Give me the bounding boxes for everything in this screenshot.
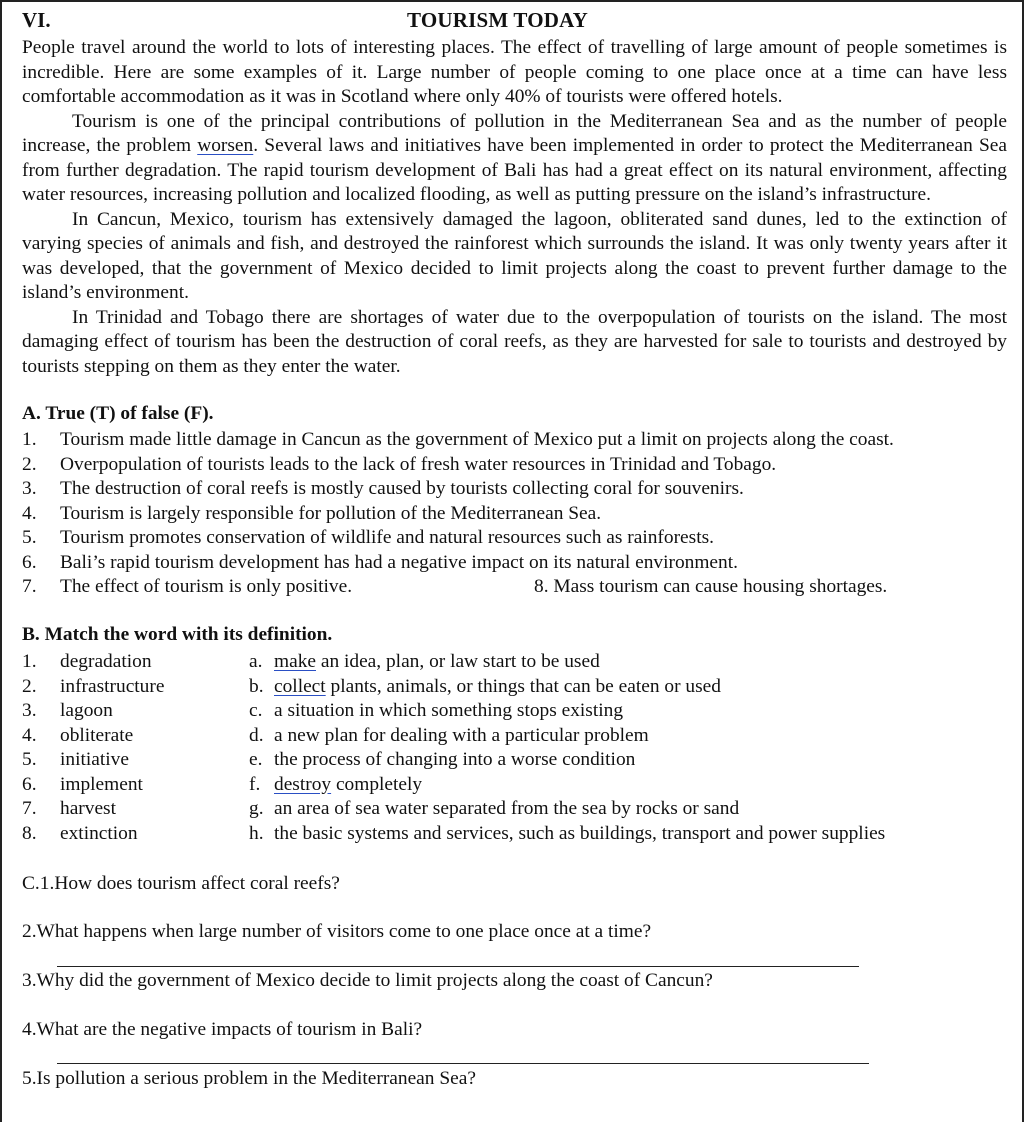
definition-item — [249, 675, 885, 700]
vocab-word — [22, 773, 242, 798]
vocab-word — [22, 797, 242, 822]
section-a-title: A. True (T) of false (F). — [22, 403, 214, 424]
question-3: 3.Why did the government of Mexico decide to limit projects along the coast of Cancun? — [22, 970, 713, 991]
passage-paragraph-2-start: Tourism is one of the principal contributions of pollution in the Mediterranean Sea and as the number of people increase, the problem — [22, 110, 1007, 156]
definition-item — [249, 650, 885, 675]
statement-number: 3. — [22, 478, 37, 499]
question-1: C.1.How does tourism affect coral reefs? — [22, 873, 340, 894]
word-text: extinction — [60, 822, 138, 844]
definition-item — [249, 748, 885, 773]
statement-text: The destruction of coral reefs is mostly caused by tourists collecting coral for souvenirs. — [60, 478, 744, 499]
definition-text: a new plan for dealing with a particular problem — [274, 724, 649, 746]
statement-number: 6. — [22, 551, 37, 573]
section-number: VI. — [22, 8, 51, 32]
statement-item — [22, 428, 1007, 453]
answer-line[interactable] — [57, 1063, 869, 1064]
statement-text: The effect of tourism is only positive. — [60, 576, 353, 597]
statement-text: Tourism made little damage in Cancun as the government of Mexico put a limit on projects along the coast. — [60, 429, 894, 450]
underlined-word-worsen: worsen — [197, 135, 254, 156]
statement-number: 4. — [22, 502, 37, 524]
statement-item — [22, 526, 1007, 551]
definition-text: the basic systems and services, such as buildings, transport and power supplies — [274, 822, 886, 844]
definition-text: an idea, plan, or law start to be used — [316, 651, 600, 672]
word-text: degradation — [60, 651, 152, 672]
question-5: 5.Is pollution a serious problem in the Mediterranean Sea? — [22, 1068, 476, 1089]
statement-text: Tourism promotes conservation of wildlife and natural resources such as rainforests. — [60, 527, 714, 548]
word-text: obliterate — [60, 724, 134, 746]
definition-letter: b. — [249, 675, 264, 697]
definition-text: completely — [331, 773, 423, 795]
word-number: 7. — [22, 798, 37, 819]
word-number: 4. — [22, 724, 37, 746]
statement-number: 7. — [22, 576, 37, 597]
word-number: 1. — [22, 651, 37, 672]
definition-item — [249, 699, 885, 724]
definition-item — [249, 797, 885, 822]
vocab-word — [22, 675, 242, 700]
definition-letter: e. — [249, 749, 263, 770]
definition-text: the process of changing into a worse condition — [274, 749, 636, 770]
statement-item — [22, 551, 1007, 576]
definition-text: an area of sea water separated from the sea by rocks or sand — [274, 798, 740, 819]
statement-text: Tourism is largely responsible for pollution of the Mediterranean Sea. — [60, 502, 602, 524]
statement-number: 1. — [22, 429, 37, 450]
definition-letter: h. — [249, 822, 264, 844]
underlined-keyword: destroy — [274, 773, 332, 795]
word-text: initiative — [60, 749, 129, 770]
true-false-list — [22, 428, 1007, 600]
underlined-keyword: collect — [274, 675, 326, 697]
word-number: 5. — [22, 749, 37, 770]
vocab-word — [22, 650, 242, 675]
question-2: 2.What happens when large number of visitors come to one place once at a time? — [22, 921, 652, 942]
reading-passage — [22, 36, 1007, 379]
passage-paragraph-2-end: . Several laws and initiatives have been implemented in order to protect the Mediterranean Sea from further degradation. The rapid tourism development of Bali has had a great effect on its natural environment, affecting water resources, increasing pollution and localized flooding, as well as putting pressure on the island’s infrastructure. — [22, 135, 1007, 205]
vocab-word — [22, 822, 242, 847]
passage-paragraph-1: People travel around the world to lots of interesting places. The effect of travelling of large amount of people sometimes is incredible. Here are some examples of it. Large number of people coming to one place once at a time can have less comfortable accommodation as it was in Scotland where only 40% of tourists were offered hotels. — [22, 37, 1007, 107]
definition-text: plants, animals, or things that can be eaten or used — [325, 675, 721, 697]
answer-line[interactable] — [57, 966, 859, 967]
word-number: 3. — [22, 700, 37, 721]
statement-text: Bali’s rapid tourism development has had a negative impact on its natural environment. — [60, 551, 738, 573]
vocab-word — [22, 724, 242, 749]
vocab-word — [22, 748, 242, 773]
page-title: TOURISM TODAY — [407, 8, 588, 32]
word-text: implement — [60, 773, 143, 795]
vocabulary-word-list — [22, 650, 242, 846]
word-text: infrastructure — [60, 675, 165, 697]
statement-item — [22, 477, 1007, 502]
word-text: harvest — [60, 798, 116, 819]
section-b-title: B. Match the word with its definition. — [22, 624, 333, 645]
definition-letter: g. — [249, 798, 264, 819]
word-text: lagoon — [60, 700, 113, 721]
passage-paragraph-4: In Trinidad and Tobago there are shortages of water due to the overpopulation of tourists on the island. The most damaging effect of tourism has been the destruction of coral reefs, as they are harvested for sale to tourists and destroyed by tourists stepping on them as they enter the water. — [22, 306, 1007, 377]
definition-item — [249, 773, 885, 798]
passage-paragraph-2 — [22, 110, 1007, 208]
question-4: 4.What are the negative impacts of tourism in Bali? — [22, 1019, 423, 1040]
passage-paragraph-3: In Cancun, Mexico, tourism has extensively damaged the lagoon, obliterated sand dunes, led to the extinction of varying species of animals and fish, and destroyed the rainforest which surrounds the island. It was only twenty years after it was developed, that the government of Mexico decided to limit projects along the coast to prevent further damage to the island’s environment. — [22, 208, 1007, 303]
definition-item — [249, 724, 885, 749]
definition-letter: c. — [249, 700, 263, 721]
statement-item — [22, 453, 1007, 478]
underlined-keyword: make — [274, 651, 316, 672]
statement-number: 5. — [22, 527, 37, 548]
word-number: 2. — [22, 675, 37, 697]
worksheet-header — [22, 8, 1007, 36]
statement-number: 2. — [22, 453, 37, 475]
word-number: 6. — [22, 773, 37, 795]
definition-item — [249, 822, 885, 847]
statement-8: 8. Mass tourism can cause housing shortages. — [534, 576, 888, 597]
statement-text: Overpopulation of tourists leads to the lack of fresh water resources in Trinidad and Tobago. — [60, 453, 777, 475]
vocab-word — [22, 699, 242, 724]
definition-letter: d. — [249, 724, 264, 746]
definition-letter: a. — [249, 651, 263, 672]
definition-list — [249, 650, 885, 846]
word-number: 8. — [22, 822, 37, 844]
definition-letter: f. — [249, 773, 261, 795]
statement-item — [22, 502, 1007, 527]
definition-text: a situation in which something stops existing — [274, 700, 624, 721]
